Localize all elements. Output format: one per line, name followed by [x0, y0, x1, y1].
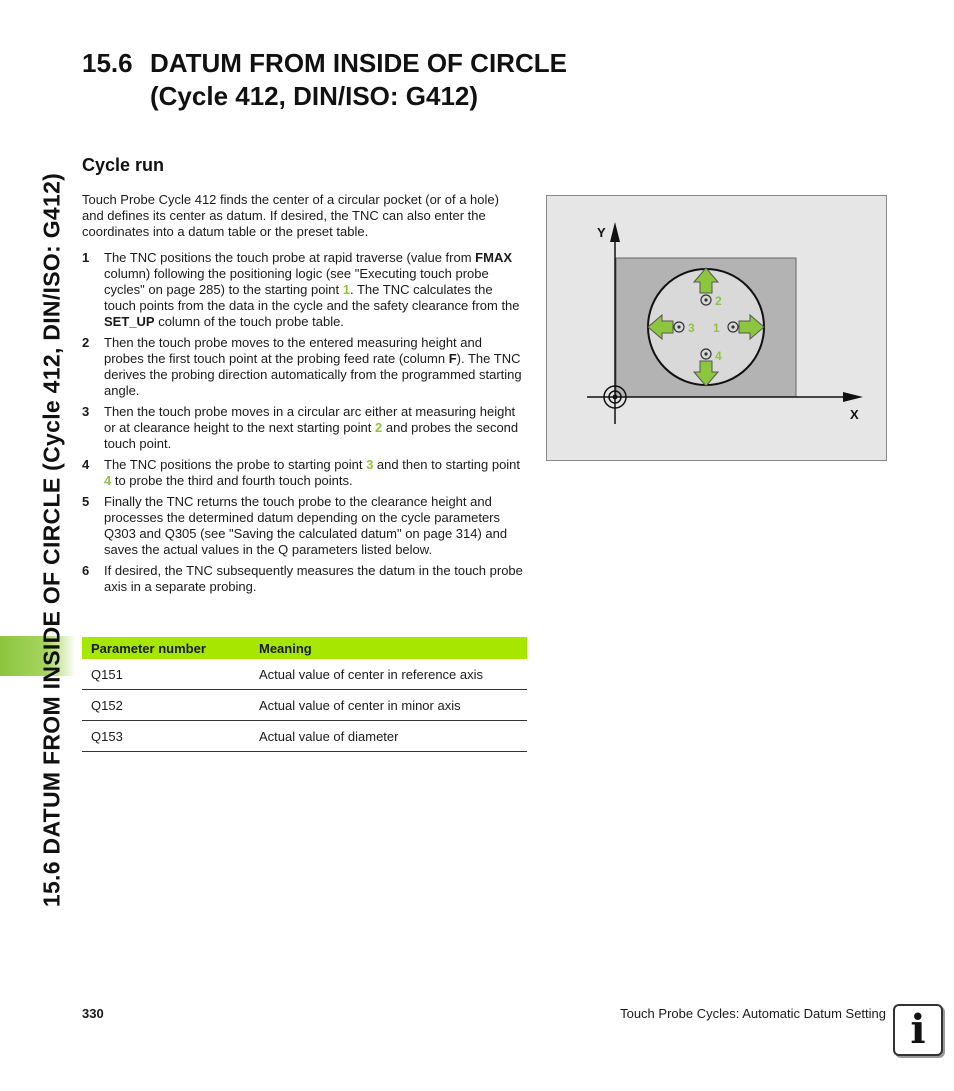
- table-header: Meaning: [250, 637, 527, 659]
- intro-paragraph: Touch Probe Cycle 412 finds the center of a circular pocket (or of a hole) and defines its center as datum. If desired, the TNC can also enter the coordinates into a datum table or the preset table.: [82, 192, 499, 239]
- step-text: Finally the TNC returns the touch probe to the clearance height and processes the determined datum depending on the cycle parameters Q303 and Q305 (see "Saving the calculated datum" on page 314) and saves the actual values in the Q parameters listed below.: [104, 494, 508, 557]
- parameter-table: [82, 637, 527, 752]
- point-label-4: 4: [715, 349, 722, 363]
- step-text: Then the touch probe moves in a circular arc either at measuring height or at clearance height to the next starting point: [104, 404, 516, 435]
- page-number: 330: [82, 1006, 104, 1021]
- info-letter: i: [910, 1006, 926, 1053]
- table-row: [82, 721, 527, 752]
- step-text: and then to starting point: [373, 457, 521, 472]
- step-number: 6: [82, 563, 90, 578]
- table-header: Parameter number: [82, 637, 250, 659]
- step-keyword: FMAX: [475, 250, 513, 265]
- table-cell: Actual value of diameter: [250, 721, 527, 752]
- step-text: to probe the third and fourth touch points.: [111, 473, 353, 488]
- steps-list: [82, 250, 524, 600]
- step-text: The TNC positions the probe to starting point: [104, 457, 367, 472]
- step-text: . The TNC calculates the touch points from the data in the cycle and the safety clearance from the: [104, 282, 520, 313]
- table-cell: Actual value of center in minor axis: [250, 690, 527, 721]
- step-6: [82, 563, 524, 595]
- point-ref: 3: [366, 457, 374, 472]
- step-3: [82, 404, 524, 452]
- section-title: Cycle run: [82, 155, 165, 175]
- step-keyword: F: [448, 351, 457, 366]
- step-keyword: SET_UP: [104, 314, 155, 329]
- y-axis-label: Y: [597, 225, 606, 240]
- step-number: 5: [82, 494, 90, 509]
- step-text: ). The TNC derives the probing direction automatically from the programmed starting angle.: [104, 351, 522, 398]
- step-text: If desired, the TNC subsequently measures the datum in the touch probe axis in a separate probing.: [104, 563, 523, 594]
- diagram-svg: [547, 196, 888, 462]
- table-row: [82, 659, 527, 690]
- step-text: and probes the second touch point.: [104, 420, 519, 451]
- x-axis-label: X: [850, 407, 859, 422]
- step-number: 1: [82, 250, 90, 265]
- chapter-title: [82, 47, 570, 113]
- table-cell: Actual value of center in reference axis: [250, 659, 527, 690]
- step-number: 3: [82, 404, 90, 419]
- step-number: 4: [82, 457, 90, 472]
- step-text: Then the touch probe moves to the entered measuring height and probes the first touch point at the probing feed rate (column: [104, 335, 482, 366]
- table-header-row: [82, 637, 527, 659]
- point-ref: 1: [342, 282, 350, 297]
- info-icon: [893, 1004, 943, 1056]
- step-4: [82, 457, 524, 489]
- step-number: 2: [82, 335, 90, 350]
- point-label-3: 3: [688, 321, 695, 335]
- table-cell: Q152: [82, 690, 250, 721]
- step-text: The TNC positions the touch probe at rapid traverse (value from: [104, 250, 476, 265]
- point-ref: 2: [375, 420, 383, 435]
- step-2: [82, 335, 524, 399]
- step-5: [82, 494, 524, 558]
- table-row: [82, 690, 527, 721]
- point-label-2: 2: [715, 294, 722, 308]
- side-title-text: 15.6 DATUM FROM INSIDE OF CIRCLE (Cycle 412, DIN/ISO: G412): [38, 172, 65, 908]
- chapter-number: 15.6: [82, 48, 133, 78]
- table-cell: Q153: [82, 721, 250, 752]
- footer-title: Touch Probe Cycles: Automatic Datum Setting: [620, 1006, 886, 1021]
- table-cell: Q151: [82, 659, 250, 690]
- x-axis-arrow-icon: [843, 392, 863, 402]
- step-1: [82, 250, 524, 330]
- cycle-diagram: [546, 195, 887, 461]
- point-ref: 4: [104, 473, 112, 488]
- point-label-1: 1: [713, 321, 720, 335]
- chapter-title-text: DATUM FROM INSIDE OF CIRCLE (Cycle 412, DIN/ISO: G412): [150, 48, 567, 111]
- step-text: column of the touch probe table.: [154, 314, 344, 329]
- y-axis-arrow-icon: [610, 222, 620, 242]
- step-text: column) following the positioning logic (see "Executing touch probe cycles" on page 285) to the starting point: [104, 266, 489, 297]
